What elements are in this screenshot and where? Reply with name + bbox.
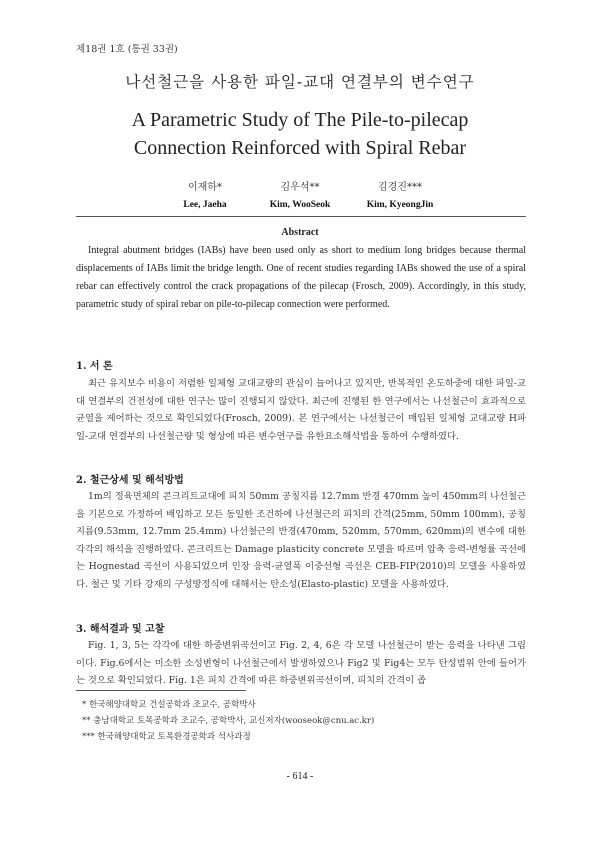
footnote-2: ** 충남대학교 토목공학과 조교수, 공학박사, 교신저자(wooseok@cnu.ac.kr)	[82, 716, 375, 726]
abstract-heading: Abstract	[281, 227, 319, 238]
section-1-body: 최근 유지보수 비용이 저렴한 일체형 교대교량의 관심이 늘어나고 있지만, 반복적인 온도하중에 대한 파일-교대 연결부의 건전성에 대한 연구는 많이 진행되지 않았다. 최근에 진행된 한 연구에서는 나선철근이 효과적으로 균열을 제어하는 것으로 확인되었다(Frosch, 2009). 본 연구에서는 나선철근이 매입된 일체형 교대교량 H파일-교대 연결부의 나선철근량 및 형상에 따른 변수연구를 유한요소해석법을 통하여 수행하였다.	[76, 378, 526, 442]
author-1-name-english: Lee, Jaeha	[183, 200, 227, 210]
section-2-heading: 2. 철근상세 및 해석방법	[76, 475, 184, 486]
author-2-name-english: Kim, WooSeok	[269, 200, 331, 210]
title-divider	[76, 216, 526, 217]
journal-volume-header: 제18권 1호 (통권 33권)	[76, 44, 178, 55]
section-2-body: 1m의 정육면체의 콘크리트교대에 피치 50mm 공칭지름 12.7mm 반경 470mm 높이 450mm의 나선철근을 기본으로 가정하여 배입하고 모든 동일한 조건하에 나선철근의 피치의 간격(25mm, 50mm 100mm), 공칭 지름(9.53mm, 12.7mm 25.4mm) 나선철근의 반경(470mm, 520mm, 570mm, 620mm)의 변수에 대한 각각의 해석을 진행하였다. 콘크리트는 Damage plasticity concrete 모델을 따르며 압축 응력-변형률 곡선에는 Hognestad 곡선이 사용되었으며 인장 응력-균열폭 이중선형 곡선은 CEB-FIP(2010)의 모델을 사용하였다. 철근 및 기타 강재의 구성방정식에 대해서는 탄소성(Elasto-plastic) 모델을 사용하였다.	[76, 491, 526, 590]
english-title-line-2: Connection Reinforced with Spiral Rebar	[133, 137, 467, 159]
footnote-3: *** 한국해양대학교 토목환경공학과 석사과정	[82, 732, 251, 742]
korean-title: 나선철근을 사용한 파일-교대 연결부의 변수연구	[125, 73, 475, 91]
section-3-body: Fig. 1, 3, 5는 각각에 대한 하중변위곡선이고 Fig. 2, 4, 6은 각 모델 나선철근이 받는 응력을 나타낸 그림이다. Fig.6에서는 미소한 소성변형이 나선철근에서 발생하였으나 Fig2 및 Fig4는 모두 탄성범위 안에 들어가는 것으로 확인되었다. Fig. 1은 피치 간격에 따른 하중변위곡선이며, 피치의 간격이 좁	[76, 640, 526, 686]
footnote-divider	[76, 690, 246, 691]
footnote-1: * 한국해양대학교 건설공학과 조교수, 공학박사	[82, 700, 256, 710]
footnotes	[82, 697, 374, 745]
author-1-name-korean: 이재하*	[188, 182, 222, 193]
author-2-name-korean: 김우석**	[280, 182, 320, 193]
author-1	[150, 178, 260, 210]
section-1-heading: 1. 서 론	[76, 361, 113, 372]
english-title-line-1: A Parametric Study of The Pile-to-pilecap	[131, 109, 469, 131]
author-2	[245, 178, 355, 210]
author-3-name-korean: 김경진***	[378, 182, 422, 193]
author-3	[345, 178, 455, 210]
english-title	[0, 106, 600, 162]
section-3-heading: 3. 해석결과 및 고찰	[76, 624, 165, 635]
abstract-body: Integral abutment bridges (IABs) have been used only as short to medium long bridges because thermal displacements of IABs limit the bridge length. One of recent studies regarding IABs showed the use of a spiral rebar can effectively control the crack propagations of the pilecap (Frosch, 2009). Accordingly, in this study, parametric study of spiral rebar on pile-to-pilecap connection were performed.	[76, 245, 526, 310]
author-3-name-english: Kim, KyeongJin	[366, 200, 434, 210]
page-number: - 614 -	[286, 771, 314, 782]
